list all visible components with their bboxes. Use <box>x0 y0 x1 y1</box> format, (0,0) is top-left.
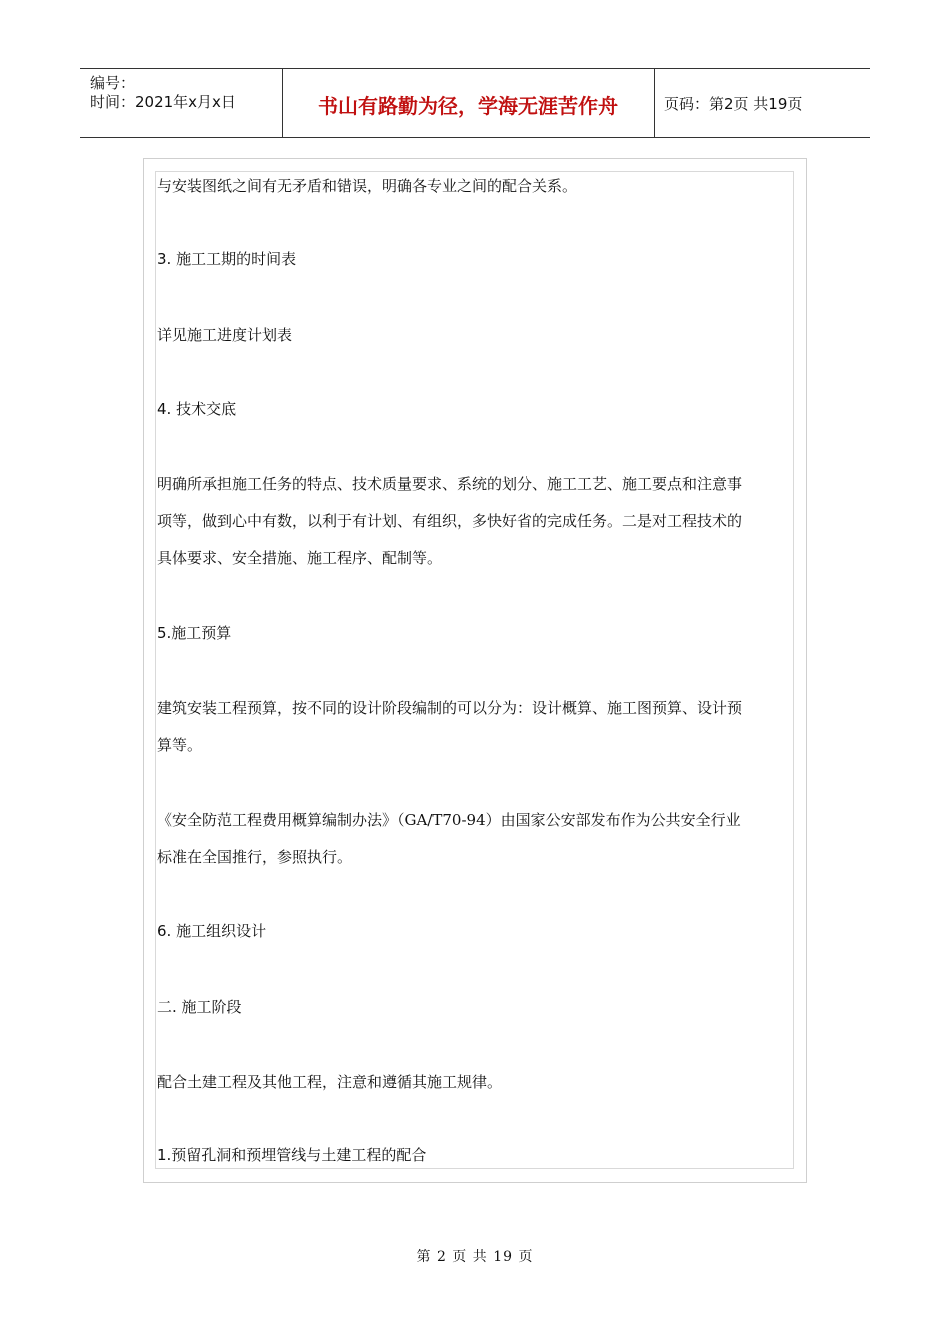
body-line: 详见施工进度计划表 <box>157 326 293 344</box>
body-line: 配合土建工程及其他工程，注意和遵循其施工规律。 <box>157 1073 503 1091</box>
body-line: 《安全防范工程费用概算编制办法》（GA/T70-94）由国家公安部发布作为公共安全行业 <box>157 811 741 829</box>
page-header <box>80 68 870 138</box>
document-date-label: 时间：2021年x月x日 <box>90 93 236 111</box>
header-page-info: 页码：第2页 共19页 <box>664 95 803 113</box>
header-info-cell <box>80 69 283 137</box>
header-motto: 书山有路勤为径，学海无涯苦作舟 <box>318 94 618 118</box>
page-footer: 第 2 页 共 19 页 <box>416 1249 534 1265</box>
body-line: 项等，做到心中有数，以利于有计划、有组织，多快好省的完成任务。二是对工程技术的 <box>157 512 743 530</box>
section-heading-3: 3. 施工工期的时间表 <box>157 250 297 268</box>
body-line: 标准在全国推行，参照执行。 <box>157 848 353 866</box>
section-heading-5: 5.施工预算 <box>157 624 232 642</box>
body-line: 算等。 <box>157 736 203 754</box>
header-motto-cell <box>282 69 655 137</box>
header-page-cell <box>654 69 870 137</box>
section-heading-6: 6. 施工组织设计 <box>157 922 267 940</box>
section-heading-stage-2: 二. 施工阶段 <box>157 998 242 1016</box>
section-heading-4: 4. 技术交底 <box>157 400 237 418</box>
body-line: 与安装图纸之间有无矛盾和错误，明确各专业之间的配合关系。 <box>157 177 578 195</box>
body-line: 具体要求、安全措施、施工程序、配制等。 <box>157 549 443 567</box>
content-frame-inner <box>155 171 794 1169</box>
subsection-heading-1: 1.预留孔洞和预埋管线与土建工程的配合 <box>157 1146 427 1164</box>
body-line: 建筑安装工程预算，按不同的设计阶段编制的可以分为：设计概算、施工图预算、设计预 <box>157 699 743 717</box>
body-line: 明确所承担施工任务的特点、技术质量要求、系统的划分、施工工艺、施工要点和注意事 <box>157 475 743 493</box>
document-number-label: 编号： <box>90 74 136 92</box>
